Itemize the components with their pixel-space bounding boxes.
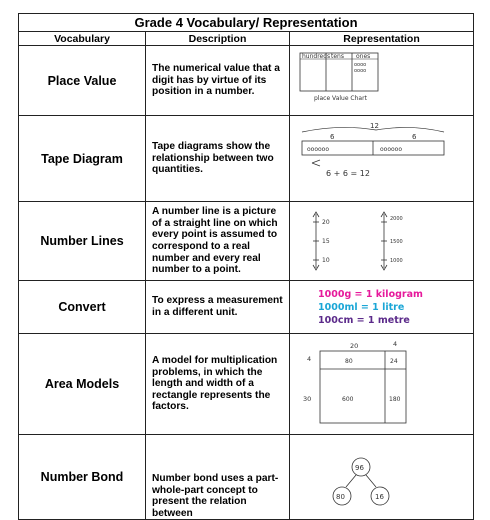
area-top-tens: 20 <box>350 342 359 350</box>
nl-left-top: 20 <box>322 219 330 226</box>
area-model-sketch <box>290 334 474 435</box>
pv-col-ones: ones <box>356 53 371 60</box>
description-convert: To express a measurement in a different unit. <box>146 281 290 334</box>
area-side-tens: 30 <box>303 395 312 403</box>
convert-line-litre: 1000ml = 1 litre <box>318 301 405 313</box>
term-number-bond: Number Bond <box>19 435 146 520</box>
table-row <box>19 435 474 520</box>
convert-line-metre: 100cm = 1 metre <box>318 314 410 326</box>
bond-part-16: 16 <box>375 493 384 501</box>
nl-right-bottom: 1000 <box>390 258 403 264</box>
pv-col-hundreds: hundreds <box>302 53 331 60</box>
area-cell-180: 180 <box>389 396 401 403</box>
number-lines-sketch <box>290 202 474 281</box>
table-row <box>19 46 474 116</box>
tape-equation: 6 + 6 = 12 <box>326 169 370 178</box>
description-tape-diagram: Tape diagrams show the relationship between two quantities. <box>146 116 290 202</box>
bond-part-80: 80 <box>336 493 345 501</box>
nl-right-top: 2000 <box>390 216 403 222</box>
representation-area-models <box>290 334 474 435</box>
nl-left-bottom: 10 <box>322 257 330 264</box>
table-row <box>19 334 474 435</box>
svg-text:oooo: oooo <box>354 68 367 74</box>
svg-text:oooo: oooo <box>354 62 367 68</box>
description-number-bond: Number bond uses a part-whole-part concept to present the relation between <box>146 435 290 520</box>
term-area-models: Area Models <box>19 334 146 435</box>
tape-right-value: 6 <box>412 133 417 141</box>
header-vocabulary: Vocabulary <box>19 32 146 46</box>
description-area-models: A model for multiplication problems, in which the length and width of a rectangle represents the factors. <box>146 334 290 435</box>
number-bond-sketch <box>290 435 474 515</box>
term-tape-diagram: Tape Diagram <box>19 116 146 202</box>
area-top-ones: 4 <box>393 340 398 348</box>
convert-line-kilogram: 1000g = 1 kilogram <box>318 288 423 300</box>
area-side-ones: 4 <box>307 355 312 363</box>
table-row <box>19 281 474 334</box>
page-title: Grade 4 Vocabulary/ Representation <box>19 14 474 32</box>
description-number-lines: A number line is a picture of a straight line on which every point is assumed to correspond to a real number and every real number to a point. <box>146 202 290 281</box>
term-place-value: Place Value <box>19 46 146 116</box>
representation-convert <box>290 281 474 334</box>
pv-col-tens: tens <box>331 53 344 60</box>
table-row <box>19 202 474 281</box>
tape-left-value: 6 <box>330 133 335 141</box>
tape-diagram-sketch <box>290 116 474 202</box>
nl-right-mid: 1500 <box>390 239 403 245</box>
area-cell-600: 600 <box>342 396 354 403</box>
representation-place-value <box>290 46 474 116</box>
place-value-chart-sketch <box>290 46 474 116</box>
bond-whole: 96 <box>355 464 364 472</box>
pv-caption: place Value Chart <box>314 95 367 102</box>
header-representation: Representation <box>290 32 474 46</box>
vocabulary-table <box>18 13 474 520</box>
tape-total: 12 <box>370 122 379 130</box>
table-row <box>19 116 474 202</box>
area-cell-24: 24 <box>390 358 398 365</box>
nl-left-mid: 15 <box>322 238 330 245</box>
representation-number-bond <box>290 435 474 520</box>
vocabulary-sheet <box>18 13 473 520</box>
area-cell-80: 80 <box>345 358 353 365</box>
representation-tape-diagram <box>290 116 474 202</box>
header-row <box>19 32 474 46</box>
svg-text:oooooo: oooooo <box>307 146 330 153</box>
term-number-lines: Number Lines <box>19 202 146 281</box>
term-convert: Convert <box>19 281 146 334</box>
representation-number-lines <box>290 202 474 281</box>
svg-text:oooooo: oooooo <box>380 146 403 153</box>
header-description: Description <box>146 32 290 46</box>
description-place-value: The numerical value that a digit has by virtue of its position in a number. <box>146 46 290 116</box>
